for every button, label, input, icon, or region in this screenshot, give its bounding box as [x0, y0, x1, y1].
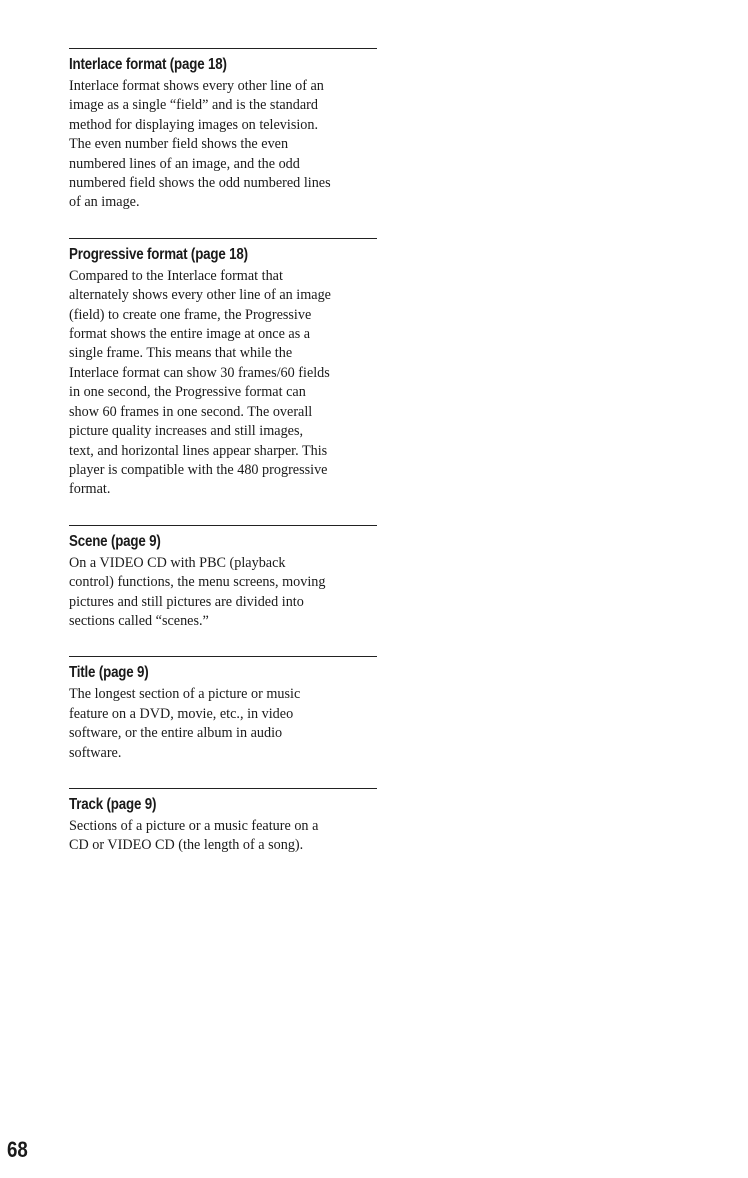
glossary-column — [69, 48, 377, 881]
glossary-entry-title — [69, 656, 377, 763]
entry-heading: Progressive format (page 18) — [69, 245, 248, 263]
entry-body: On a VIDEO CD with PBC (playback control) functions, the menu screens, moving pictures and still pictures are divided into sections called “scenes.” — [69, 554, 326, 629]
entry-heading: Scene (page 9) — [69, 532, 161, 550]
entry-body: The longest section of a picture or music feature on a DVD, movie, etc., in video software, or the entire album in audio software. — [69, 686, 301, 761]
entry-body: Compared to the Interlace format that alternately shows every other line of an image (field) to create one frame, the Progressive format shows the entire image at once as a single frame. This means that while the Interlace format can show 30 frames/60 fields in one second, the Progressive format can show 60 frames in one second. The overall picture quality increases and still images, text, and horizontal lines appear sharper. This player is compatible with the 480 progressive format. — [69, 267, 331, 498]
entry-body: Interlace format shows every other line of an image as a single “field” and is the standard method for displaying images on television. The even number field shows the even numbered lines of an image, and the odd numbered field shows the odd numbered lines of an image. — [69, 78, 331, 211]
glossary-entry-scene — [69, 525, 377, 632]
entry-heading: Interlace format (page 18) — [69, 56, 227, 73]
page-number: 68 — [7, 1137, 28, 1162]
entry-heading: Track (page 9) — [69, 795, 157, 813]
glossary-entry-progressive-format — [69, 238, 377, 500]
glossary-entry-track — [69, 788, 377, 856]
entry-body: Sections of a picture or a music feature on a CD or VIDEO CD (the length of a song). — [69, 817, 319, 854]
glossary-entry-interlace-format — [69, 48, 377, 213]
entry-heading: Title (page 9) — [69, 664, 149, 682]
